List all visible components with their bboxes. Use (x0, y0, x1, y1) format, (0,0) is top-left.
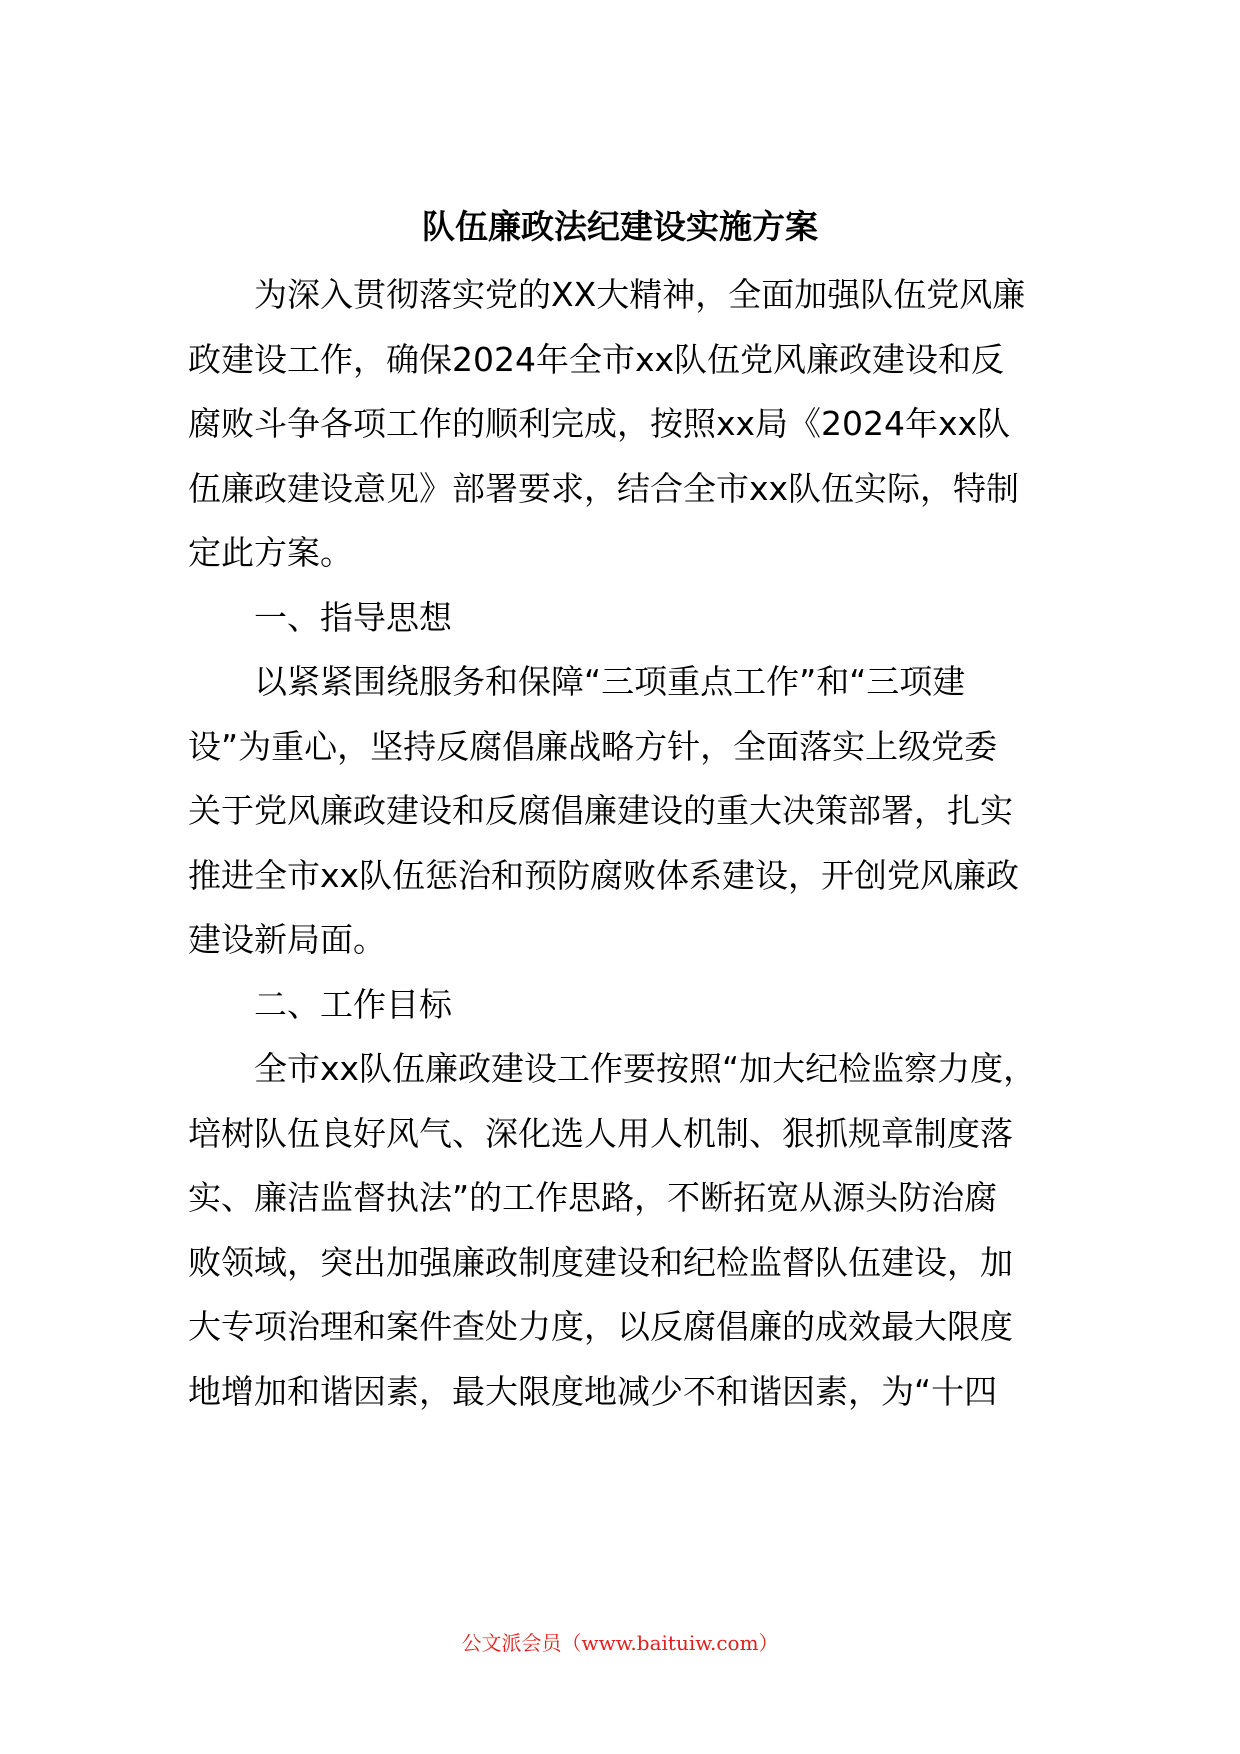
paragraph-line: 关于党风廉政建设和反腐倡廉建设的重大决策部署，扎实 (188, 791, 1013, 830)
paragraph-line: 大专项治理和案件查处力度，以反腐倡廉的成效最大限度 (188, 1307, 1013, 1346)
paragraph-line: 政建设工作，确保2024年全市xx队伍党风廉政建设和反 (188, 339, 1005, 379)
footer-watermark: 公文派会员（www.baituiw.com） (461, 1631, 779, 1655)
paragraph-line: 败领域，突出加强廉政制度建设和纪检监督队伍建设，加 (188, 1242, 1013, 1282)
paragraph-line: 地增加和谐因素，最大限度地减少不和谐因素，为“十四 (188, 1371, 998, 1411)
paragraph-line: 设”为重心，坚持反腐倡廉战略方针，全面落实上级党委 (188, 726, 998, 766)
paragraph-line: 培树队伍良好风气、深化选人用人机制、狠抓规章制度落 (188, 1113, 1013, 1153)
paragraph-line: 腐败斗争各项工作的顺利完成，按照xx局《2024年xx队 (188, 404, 1011, 443)
document-body (188, 263, 1058, 1424)
paragraph-line: 为深入贯彻落实党的XX大精神，全面加强队伍党风廉 (254, 275, 1026, 314)
paragraph-line: 全市xx队伍廉政建设工作要按照“加大纪检监察力度， (254, 1049, 1037, 1088)
paragraph-line: 定此方案。 (188, 533, 353, 572)
paragraph-line: 伍廉政建设意见》部署要求，结合全市xx队伍实际，特制 (188, 468, 1020, 508)
paragraph-line: 实、廉洁监督执法”的工作思路，不断拓宽从源头防治腐 (188, 1178, 998, 1217)
document-title: 队伍廉政法纪建设实施方案 (422, 207, 818, 246)
section-heading: 一、指导思想 (254, 597, 452, 637)
paragraph-line: 推进全市xx队伍惩治和预防腐败体系建设，开创党风廉政 (188, 855, 1020, 895)
section-heading: 二、工作目标 (254, 984, 452, 1024)
paragraph-line: 建设新局面。 (188, 920, 386, 959)
paragraph-line: 以紧紧围绕服务和保障“三项重点工作”和“三项建 (254, 662, 966, 701)
